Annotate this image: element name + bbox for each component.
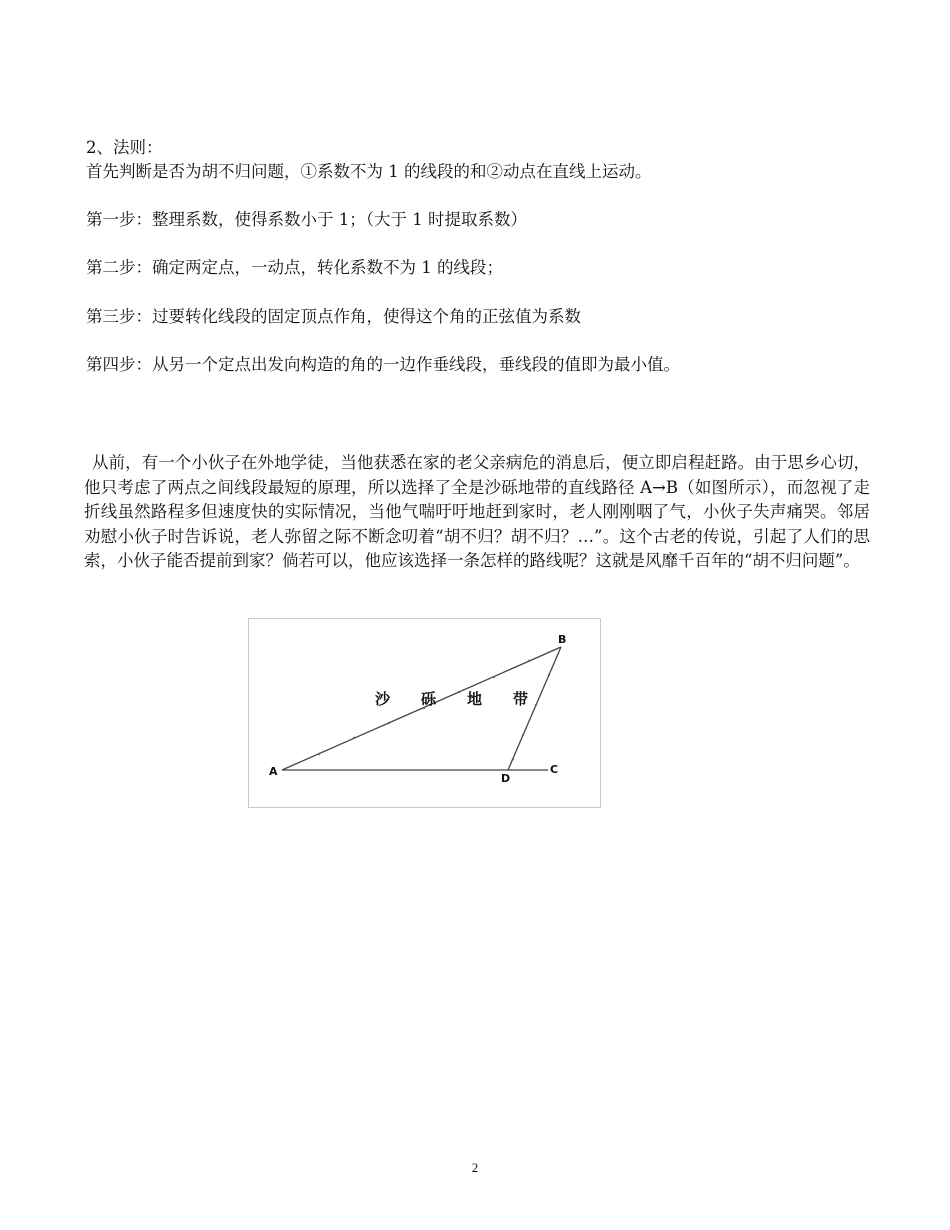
segment-ab (282, 647, 561, 770)
zone-label-1: 沙 (375, 690, 391, 708)
zone-label-3: 地 (467, 690, 483, 708)
page-number: 2 (471, 1160, 479, 1175)
zone-label-4: 带 (513, 690, 529, 708)
story-paragraph: 从前，有一个小伙子在外地学徒，当他获悉在家的老父亲病危的消息后，便立即启程赶路。由于思乡心切，他只考虑了两点之间线段最短的原理，所以选择了全是沙砾地带的直线路径 A→B（如图所示），而忽视了走折线虽然路程多但速度快的实际情况，当他气喘吁吁地赶到家时，老人刚刚咽了气，小伙子失声痛哭。邻居劝慰小伙子时告诉说，老人弥留之际不断念叨着“胡不归？胡不归？…”。这个古老的传说，引起了人们的思索，小伙子能否提前到家？倘若可以，他应该选择一条怎样的路线呢？这就是风靡千百年的“胡不归问题”。 (84, 453, 870, 570)
point-label-b: B (558, 633, 567, 646)
gravel-marks (318, 660, 550, 760)
rule-intro: 首先判断是否为胡不归问题，①系数不为 1 的线段的和②动点在直线上运动。 (86, 162, 652, 181)
rule-step-3: 第三步：过要转化线段的固定顶点作角，使得这个角的正弦值为系数 (86, 307, 581, 326)
rule-step-1: 第一步：整理系数，使得系数小于 1；（大于 1 时提取系数） (86, 210, 527, 229)
point-label-c: C (550, 763, 559, 776)
geometry-figure (248, 618, 601, 808)
rule-step-4: 第四步：从另一个定点出发向构造的角的一边作垂线段，垂线段的值即为最小值。 (86, 355, 680, 374)
rule-step-2: 第二步：确定两定点，一动点，转化系数不为 1 的线段； (86, 258, 503, 277)
segment-bd (508, 647, 561, 770)
section-heading: 2、法则： (86, 138, 163, 157)
triangle-diagram (249, 619, 602, 809)
point-label-a: A (269, 765, 278, 778)
zone-label-2: 砾 (421, 690, 437, 708)
point-label-d: D (501, 772, 511, 785)
